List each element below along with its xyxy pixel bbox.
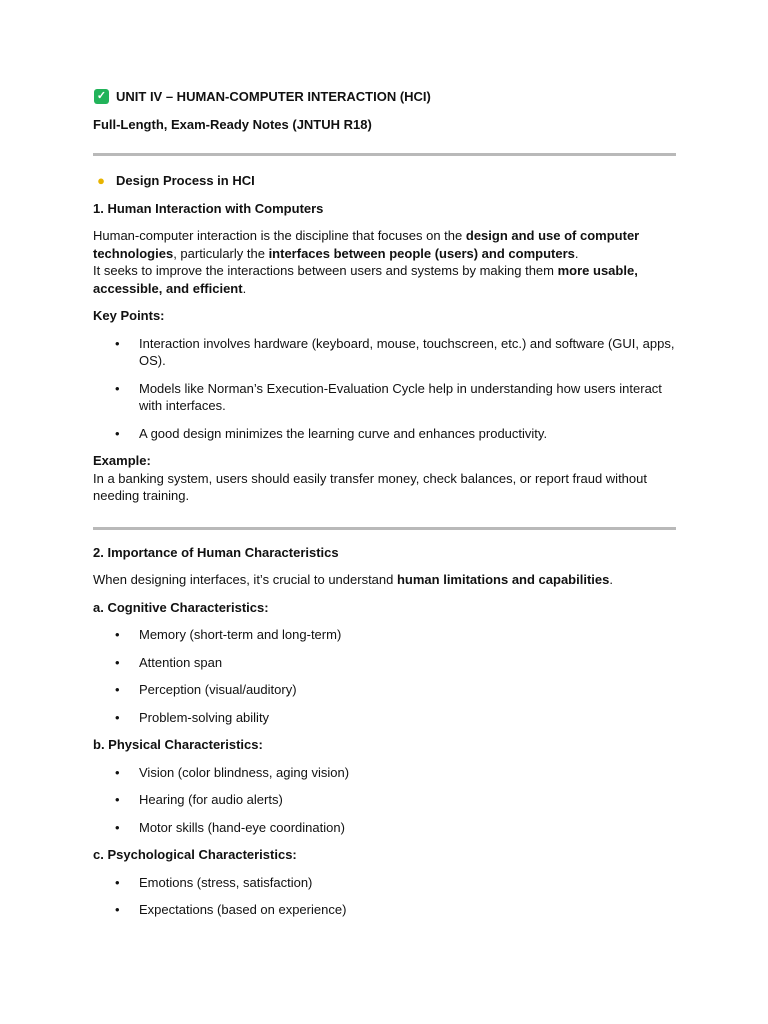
bold-run: design and use of computer technologies [93, 228, 640, 261]
section-1-heading: 1. Human Interaction with Computers [93, 200, 324, 216]
section-1-paragraph [93, 227, 676, 297]
section-2-intro [93, 571, 676, 589]
list-item: • Problem-solving ability [93, 709, 676, 727]
text-run: It seeks to improve the interactions between users and systems by making them [93, 263, 558, 278]
design-process-title: Design Process in HCI [116, 173, 255, 188]
section-2-heading: 2. Importance of Human Characteristics [93, 544, 339, 560]
text-run: . [242, 280, 247, 296]
example-block [93, 452, 676, 505]
document-title-text: UNIT IV – HUMAN-COMPUTER INTERACTION (HCI) [116, 89, 431, 104]
lightbulb-icon: ● [97, 173, 105, 188]
section-divider [93, 527, 676, 530]
physical-label: b. Physical Characteristics: [93, 737, 263, 752]
example-text: In a banking system, users should easily transfer money, check balances, or report fraud without needing training. [93, 470, 647, 503]
text-run: When designing interfaces, it’s crucial to understand [93, 572, 397, 587]
text-run: . [609, 572, 613, 587]
cognitive-label: a. Cognitive Characteristics: [93, 599, 269, 615]
check-mark-icon: ✓ [94, 89, 109, 104]
list-item: • Motor skills (hand-eye coordination) [93, 819, 676, 837]
list-item: • Vision (color blindness, aging vision) [93, 764, 676, 782]
text-run: . [574, 245, 579, 261]
document-subtitle: Full-Length, Exam-Ready Notes (JNTUH R18) [93, 116, 372, 132]
list-item: • Memory (short-term and long-term) [93, 626, 676, 644]
list-item: • Emotions (stress, satisfaction) [93, 874, 676, 892]
list-item: • Attention span [93, 654, 676, 672]
document-content [93, 88, 676, 919]
psychological-label: c. Psychological Characteristics: [93, 847, 297, 862]
list-item: • Expectations (based on experience) [93, 901, 676, 919]
bold-run: more usable, accessible, and efficient [93, 263, 638, 296]
list-item: • A good design minimizes the learning curve and enhances productivity. [93, 425, 676, 443]
bold-run: human limitations and capabilities [396, 572, 610, 587]
list-item: • Interaction involves hardware (keyboard, mouse, touchscreen, etc.) and software (GUI, apps, OS). [93, 335, 676, 370]
document-title [93, 88, 676, 106]
list-item: • Models like Norman’s Execution-Evaluation Cycle help in understanding how users interact with interfaces. [93, 380, 676, 415]
bold-run: interfaces between people (users) and computers [268, 245, 575, 261]
list-item: • Hearing (for audio alerts) [93, 791, 676, 809]
section-divider [93, 153, 676, 156]
key-points-list [93, 335, 676, 443]
design-process-heading [93, 172, 676, 190]
physical-list [93, 764, 676, 837]
text-run: , particularly the [173, 245, 269, 261]
text-run: Human-computer interaction is the discipline that focuses on the [93, 228, 466, 243]
list-item: • Perception (visual/auditory) [93, 681, 676, 699]
example-label: Example: [93, 453, 151, 468]
key-points-label: Key Points: [93, 308, 165, 323]
psychological-list [93, 874, 676, 919]
cognitive-list [93, 626, 676, 726]
